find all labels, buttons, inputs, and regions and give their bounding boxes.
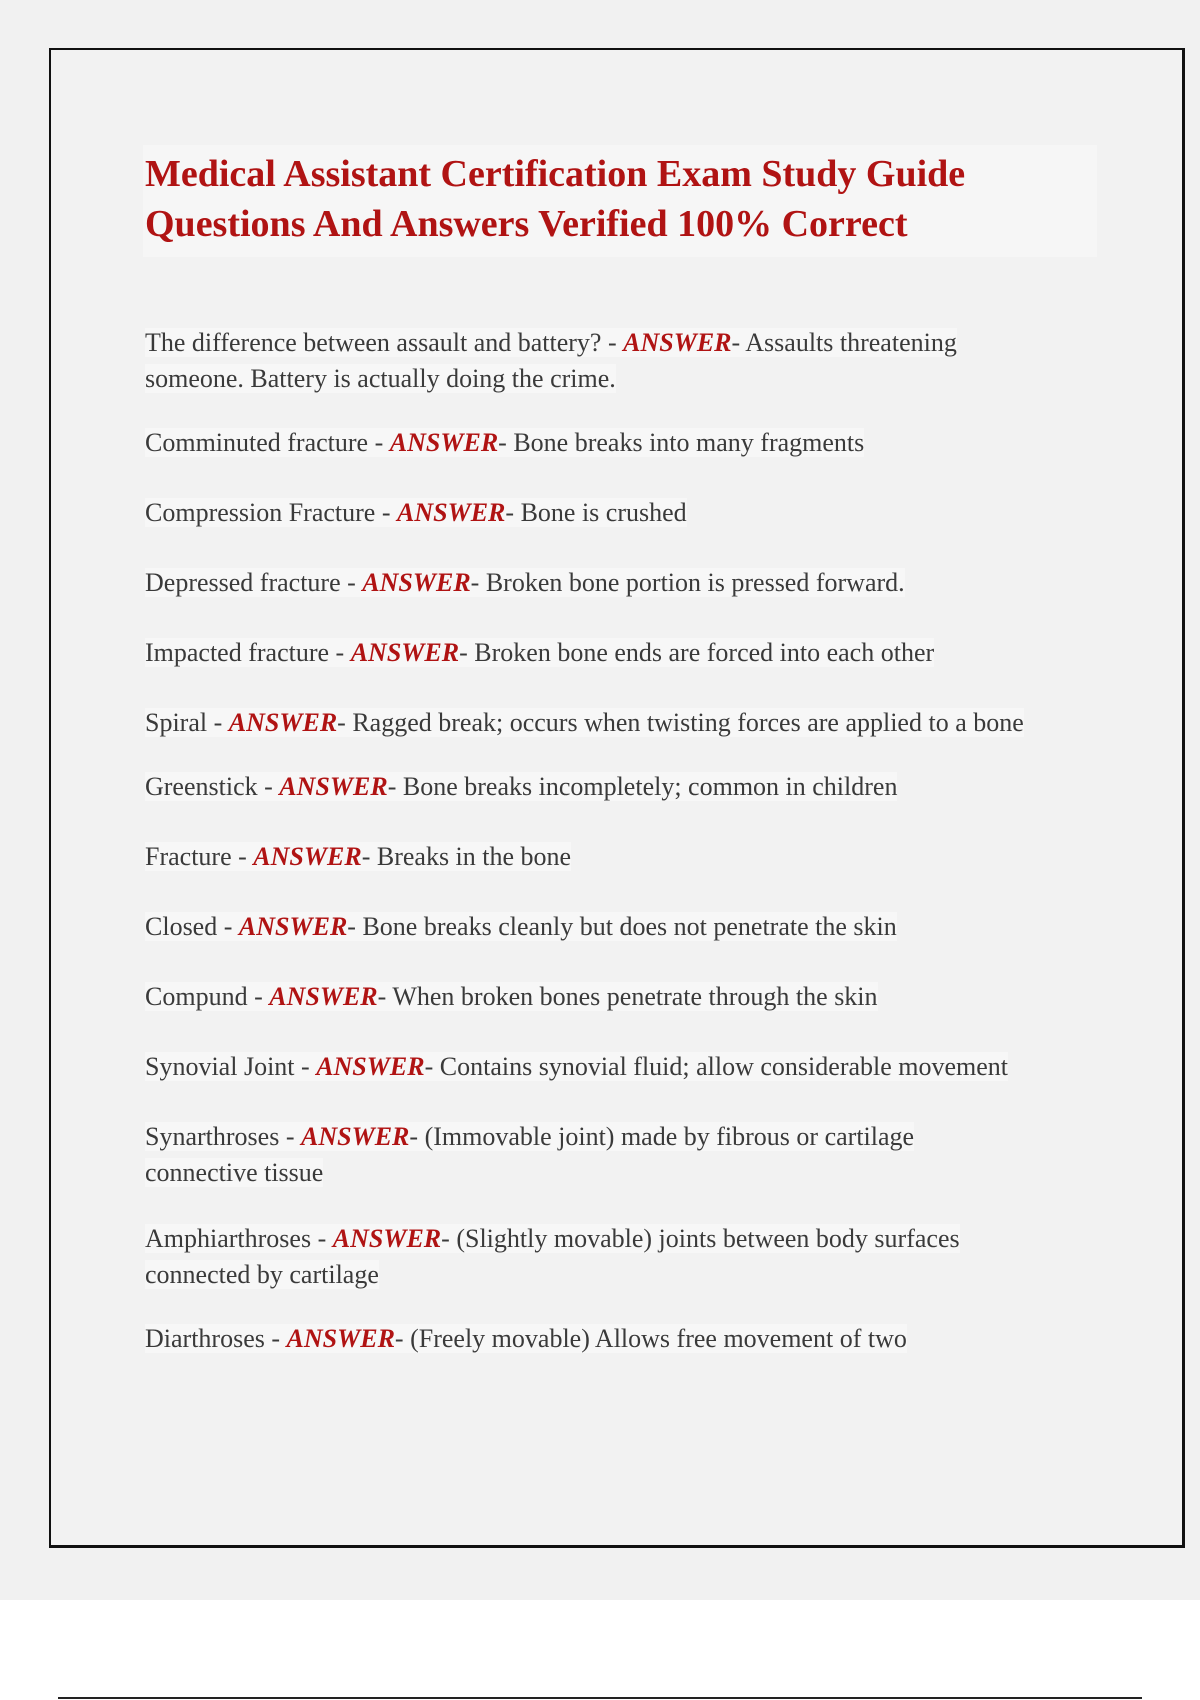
qa-answer: Bone breaks incompletely; common in children	[402, 772, 898, 801]
qa-question: Depressed fracture	[145, 568, 341, 597]
answer-tag: ANSWER	[623, 328, 732, 357]
qa-answer: Assaults threatening someone. Battery is actually doing the crime.	[145, 328, 957, 393]
qa-entry: Depressed fracture - ANSWER- Broken bone portion is pressed forward.	[145, 568, 905, 597]
qa-question: Fracture	[145, 842, 232, 871]
qa-answer: Ragged break; occurs when twisting forces are applied to a bone	[352, 708, 1024, 737]
document-title	[143, 145, 1097, 257]
qa-entry: Closed - ANSWER- Bone breaks cleanly but does not penetrate the skin	[145, 912, 897, 941]
answer-tag: ANSWER	[238, 912, 348, 941]
title-line-1: Medical Assistant Certification Exam Study Guide	[145, 153, 966, 195]
qa-question: Spiral	[145, 708, 208, 737]
qa-question: Comminuted fracture	[145, 428, 369, 457]
qa-entry: Compund - ANSWER- When broken bones penetrate through the skin	[145, 982, 878, 1011]
qa-answer: Breaks in the bone	[376, 842, 572, 871]
qa-question: Closed	[145, 912, 218, 941]
qa-entry: Impacted fracture - ANSWER- Broken bone ends are forced into each other	[145, 638, 935, 667]
qa-entry: Fracture - ANSWER- Breaks in the bone	[145, 842, 572, 871]
answer-tag: ANSWER	[350, 638, 460, 667]
answer-tag: ANSWER	[301, 1122, 410, 1151]
qa-question: Synovial Joint	[145, 1052, 295, 1081]
qa-answer: (Freely movable) Allows free movement of two	[410, 1324, 907, 1353]
qa-question: Impacted fracture	[145, 638, 330, 667]
answer-tag: ANSWER	[228, 708, 338, 737]
qa-answer: Bone breaks cleanly but does not penetrate the skin	[362, 912, 897, 941]
qa-entry: Spiral - ANSWER- Ragged break; occurs when twisting forces are applied to a bone	[145, 708, 1024, 737]
answer-tag: ANSWER	[269, 982, 378, 1011]
qa-entry: Synovial Joint - ANSWER- Contains synovial fluid; allow considerable movement	[145, 1052, 1009, 1081]
answer-tag: ANSWER	[332, 1224, 442, 1253]
answer-tag: ANSWER	[253, 842, 362, 871]
answer-tag: ANSWER	[397, 498, 506, 527]
qa-entry: Diarthroses - ANSWER- (Freely movable) Allows free movement of two	[145, 1324, 907, 1353]
qa-question: Synarthroses	[145, 1122, 280, 1151]
qa-entry: Greenstick - ANSWER- Bone breaks incompletely; common in children	[145, 772, 898, 801]
qa-entry: Compression Fracture - ANSWER- Bone is crushed	[145, 498, 687, 527]
answer-tag: ANSWER	[286, 1324, 395, 1353]
qa-answer: Bone breaks into many fragments	[513, 428, 865, 457]
qa-question: Diarthroses	[145, 1324, 265, 1353]
answer-tag: ANSWER	[389, 428, 499, 457]
qa-question: Compression Fracture	[145, 498, 376, 527]
qa-answer: (Slightly movable) joints between body surfaces connected by cartilage	[145, 1224, 960, 1289]
qa-question: Greenstick	[145, 772, 258, 801]
answer-tag: ANSWER	[316, 1052, 425, 1081]
qa-answer: When broken bones penetrate through the skin	[392, 982, 878, 1011]
qa-list	[145, 325, 1135, 1357]
qa-entry: Comminuted fracture - ANSWER- Bone breaks into many fragments	[145, 428, 865, 457]
qa-question: Compund	[145, 982, 248, 1011]
title-line-2: Questions And Answers Verified 100% Correct	[145, 203, 908, 245]
qa-entry: Amphiarthroses - ANSWER- (Slightly movable) joints between body surfaces connected by cartilage	[145, 1224, 960, 1289]
qa-entry: Synarthroses - ANSWER- (Immovable joint) made by fibrous or cartilage connective tissue	[145, 1122, 915, 1187]
qa-answer: Bone is crushed	[520, 498, 687, 527]
qa-question: The difference between assault and battery?	[145, 328, 602, 357]
answer-tag: ANSWER	[279, 772, 388, 801]
qa-entry: The difference between assault and battery? - ANSWER- Assaults threatening someone. Battery is actually doing the crime.	[145, 328, 957, 393]
document-page	[49, 48, 1185, 1548]
qa-answer: Broken bone portion is pressed forward.	[485, 568, 905, 597]
qa-answer: Broken bone ends are forced into each other	[474, 638, 935, 667]
qa-answer: Contains synovial fluid; allow considerable movement	[439, 1052, 1009, 1081]
qa-answer: (Immovable joint) made by fibrous or cartilage connective tissue	[145, 1122, 915, 1187]
answer-tag: ANSWER	[362, 568, 471, 597]
qa-question: Amphiarthroses	[145, 1224, 312, 1253]
footer-divider	[58, 1697, 1142, 1699]
